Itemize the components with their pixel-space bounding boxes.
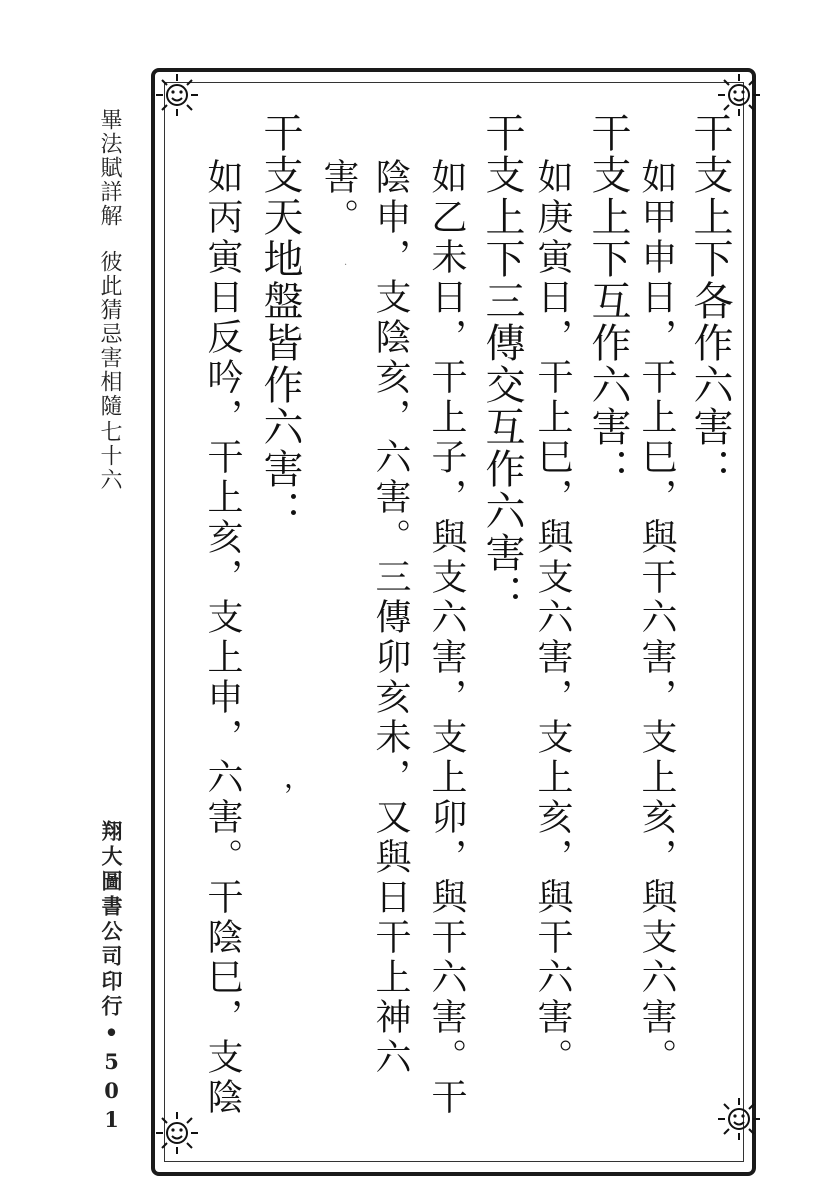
body-column: 如庚寅日，干上巳，與支六害，支上亥，與干六害。	[532, 158, 573, 1078]
stray-punctuation: ，	[284, 761, 313, 794]
body-column: 如甲申日，干上巳，與干六害，支上亥，與支六害。	[636, 158, 677, 1078]
body-column: 陰申，支陰亥，六害。三傳卯亥未，又與日干上神六	[370, 158, 411, 1078]
running-header-section: 彼此猜忌害相隨	[97, 250, 122, 418]
section-heading: 干支上下三傳交互作六害：	[479, 112, 525, 616]
page-number: 七十六	[97, 420, 122, 492]
section-heading: 干支上下各作六害：	[687, 112, 733, 490]
sun-face-corner-icon	[154, 1110, 200, 1156]
body-column: 如丙寅日反吟，干上亥，支上申，六害。干陰巳，支陰	[202, 158, 243, 1118]
sun-face-corner-icon	[154, 72, 200, 118]
body-column: 如乙未日，干上子，與支六害，支上卯，與干六害。干	[426, 158, 467, 1118]
section-heading: 干支天地盤皆作六害：	[257, 112, 303, 532]
print-speck: ·	[344, 260, 348, 271]
publisher-footer: 翔大圖書公司印行•501	[99, 820, 124, 1136]
section-heading: 干支上下互作六害：	[585, 112, 631, 490]
sun-face-corner-icon	[716, 1096, 762, 1142]
running-header-title: 畢法賦詳解	[97, 108, 122, 228]
body-column: 害。	[318, 158, 359, 238]
